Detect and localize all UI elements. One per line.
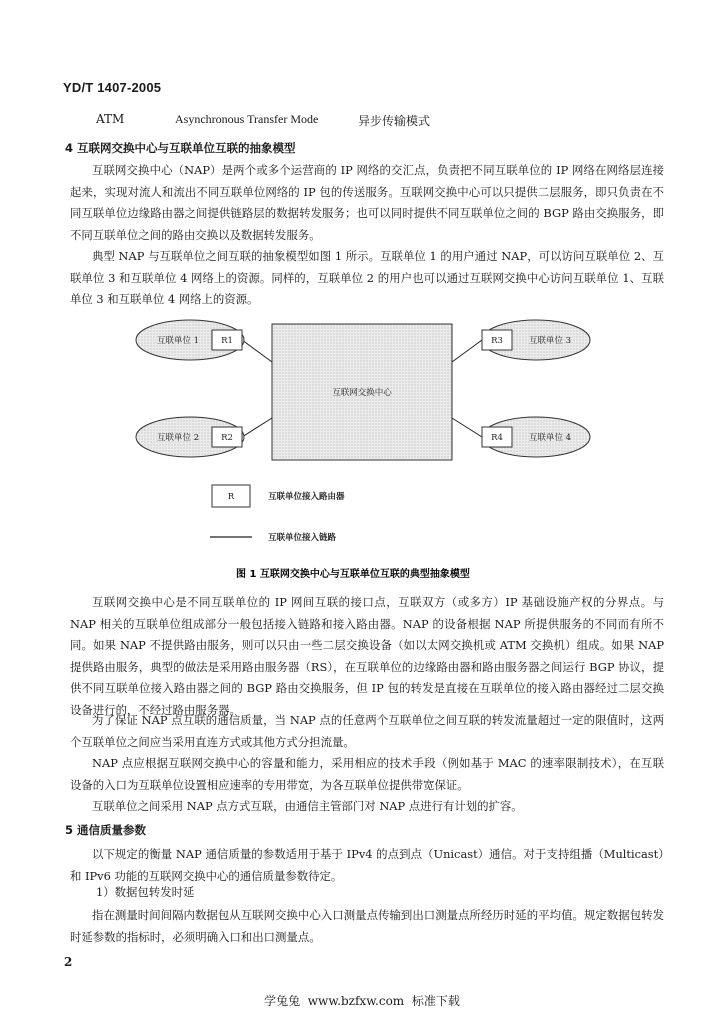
section-5-heading: 5 通信质量参数 [65,823,147,837]
document-id: YD/T 1407-2005 [63,80,162,95]
nap-model-diagram [0,300,724,590]
section-4-paragraph-5: NAP 点应根据互联网交换中心的容量和能力，采用相应的技术手段（例如基于 MAC 的速率限制技术），在互联设备的入口为互联单位设置相应速率的专用带宽，为各互联单位提供带宽保证。 [70,756,664,792]
router-r1-label: R1 [221,336,233,346]
router-r4-label: R4 [491,433,503,443]
section-4-paragraph-6: 互联单位之间采用 NAP 点方式互联，由通信主管部门对 NAP 点进行有计划的扩容。 [92,799,523,813]
section-4-paragraph-1: 互联网交换中心（NAP）是两个或多个运营商的 IP 网络的交汇点，负责把不同互联单位的 IP 网络在网络层连接起来，实现对流人和流出不同互联单位网络的 IP 包的传送服务。互联网交换中心可以只提供二层服务，即只负责在不同互联单位边缘路由器之间提供链路层的数据转发服务；也可以同时提供不同互联单位之间的 BGP 路由交换服务，即不同互联单位之间的路由交换以及数据转发服务。 [70,163,664,242]
abbr-english: Asynchronous Transfer Mode [175,112,319,126]
unit-2-label: 互联单位 2 [156,433,200,443]
exchange-center-label: 互联网交换中心 [332,388,392,398]
legend-router-text: 互联单位接入路由器 [268,492,345,502]
abbr-chinese: 异步传输模式 [358,114,431,128]
unit-1-label: 互联单位 1 [156,336,200,346]
section-5-item-1: 1）数据包转发时延 [96,885,195,899]
link-r2 [242,418,272,437]
legend-link-text: 互联单位接入链路 [268,533,337,543]
link-r3 [452,340,482,362]
abbr-term: ATM [96,112,125,126]
router-r2-label: R2 [221,433,233,443]
unit-3-label: 互联单位 3 [528,336,572,346]
section-5-paragraph-2: 指在测量时间间隔内数据包从互联网交换中心入口测量点传输到出口测量点所经历时延的平均值。规定数据包转发时延参数的指标时，必须明确入口和出口测量点。 [70,908,664,944]
link-r1 [242,340,272,362]
router-r3-label: R3 [491,336,503,346]
link-r4 [452,418,482,437]
legend-router-symbol-label: R [227,492,235,502]
section-4-heading: 4 互联网交换中心与互联单位互联的抽象模型 [65,141,296,155]
section-4-paragraph-4: 为了保证 NAP 点互联的通信质量，当 NAP 点的任意两个互联单位之间互联的转发流量超过一定的限值时，这两个互联单位之间应当采用直连方式或其他方式分担流量。 [70,713,664,749]
section-5-paragraph-1: 以下规定的衡量 NAP 通信质量的参数适用于基于 IPv4 的点到点（Unicast）通信。对于支持组播（Multicast）和 IPv6 功能的互联网交换中心的通信质量参数待定。 [70,847,664,883]
figure-1-caption: 图 1 互联网交换中心与互联单位互联的典型抽象模型 [236,569,470,580]
page-number: 2 [64,955,73,969]
unit-4-label: 互联单位 4 [528,433,572,443]
footer-watermark: 学兔兔 www.bzfxw.com 标准下载 [264,994,460,1008]
section-4-paragraph-2: 典型 NAP 与互联单位之间互联的抽象模型如图 1 所示。互联单位 1 的用户通过 NAP，可以访问互联单位 2、互联单位 3 和互联单位 4 网络上的资源。同样的，互联单位 2 的用户也可以通过互联网交换中心访问互联单位 1、互联单位 3 和互联单位 4 网络上的资源。 [70,249,664,306]
section-4-paragraph-3: 互联网交换中心是不同互联单位的 IP 网间互联的接口点，互联双方（或多方）IP 基础设施产权的分界点。与 NAP 相关的互联单位组成部分一般包括接入链路和接入路由器。NAP 的设备根据 NAP 所提供服务的不同而有所不同。如果 NAP 不提供路由服务，则可以只由一些二层交换设备（如以太网交换机或 ATM 交换机）组成。如果 NAP 提供路由服务，典型的做法是采用路由服务器（RS），在互联单位的边缘路由器和路由服务器之间运行 BGP 协议，提供不同互联单位接入路由器之间的 BGP 路由交换服务，但 IP 包的转发是直接在互联单位的接入路由器经过二层交换设备进行的，不经过路由服务器。 [70,595,664,717]
